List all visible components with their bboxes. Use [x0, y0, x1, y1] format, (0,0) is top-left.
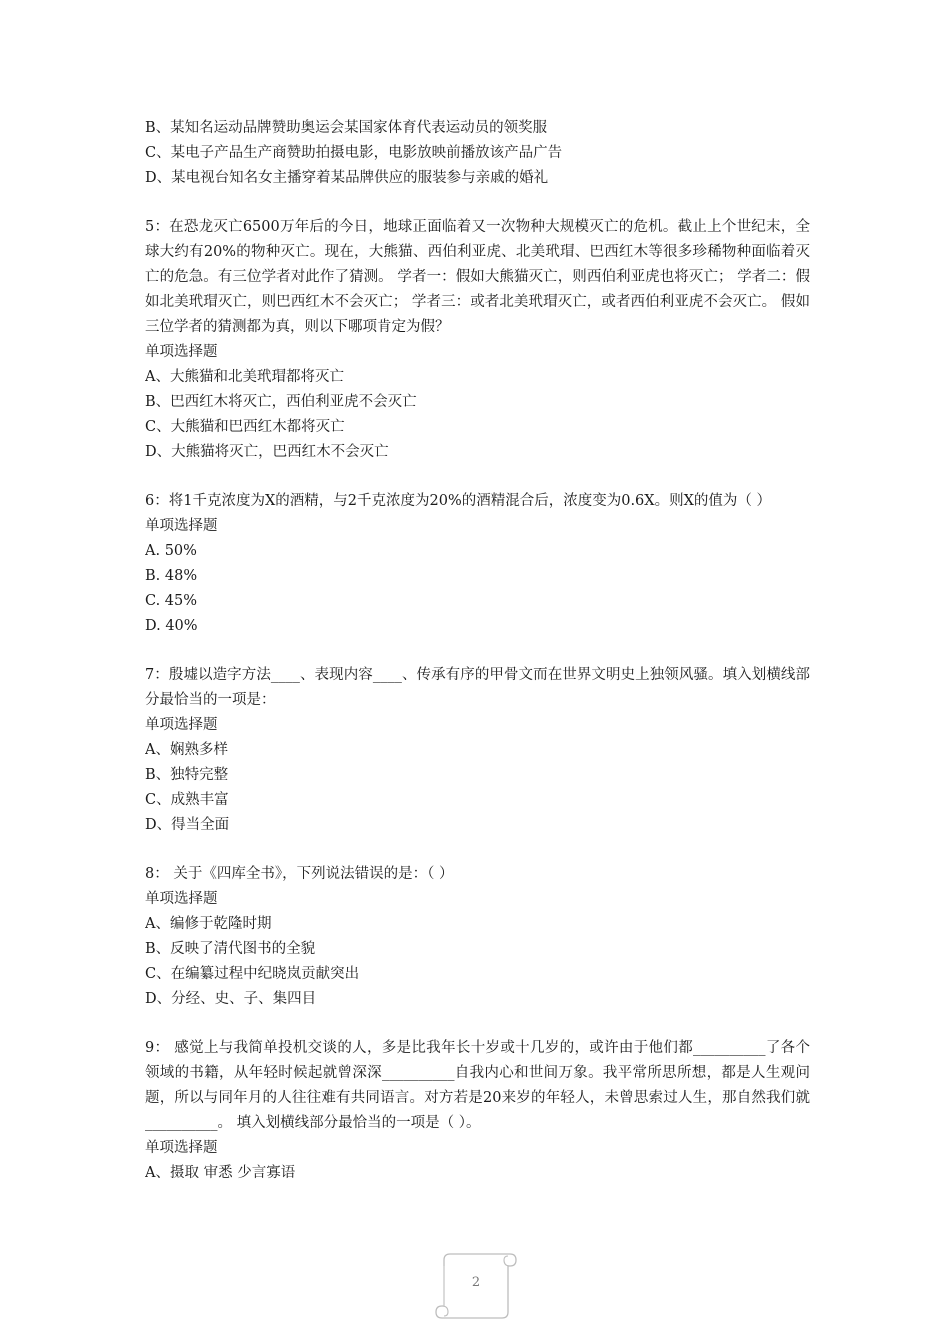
question-6 [145, 489, 810, 639]
option-a[interactable]: A、大熊猫和北美玳瑁都将灭亡 [145, 369, 344, 385]
question-5 [145, 215, 810, 465]
option-a[interactable]: A、摄取 审悉 少言寡语 [145, 1165, 296, 1181]
option-d[interactable]: D、某电视台知名女主播穿着某品牌供应的服装参与亲戚的婚礼 [145, 170, 549, 186]
option-d[interactable]: D、大熊猫将灭亡，巴西红木不会灭亡 [145, 444, 389, 460]
option-c[interactable]: C、成熟丰富 [145, 792, 229, 808]
option-b[interactable]: B、独特完整 [145, 767, 229, 783]
document-page [145, 116, 810, 1186]
option-a[interactable]: A. 50% [145, 543, 197, 559]
question-type: 单项选择题 [145, 1140, 218, 1156]
option-b[interactable]: B、反映了清代图书的全貌 [145, 941, 316, 957]
page-number: 2 [471, 1275, 481, 1290]
page-number-scroll [430, 1252, 522, 1322]
option-d[interactable]: D. 40% [145, 618, 198, 634]
question-stem: 6：将1千克浓度为X的酒精，与2千克浓度为20%的酒精混合后，浓度变为0.6X。则X的值为（ ） [145, 493, 772, 509]
option-c[interactable]: C、某电子产品生产商赞助拍摄电影，电影放映前播放该产品广告 [145, 145, 563, 161]
option-a[interactable]: A、娴熟多样 [145, 742, 228, 758]
option-b[interactable]: B. 48% [145, 568, 198, 584]
question-stem: 8： 关于《四库全书》，下列说法错误的是：（ ） [145, 866, 454, 882]
question-4-options [145, 116, 810, 191]
option-b[interactable]: B、巴西红木将灭亡，西伯利亚虎不会灭亡 [145, 394, 417, 410]
question-type: 单项选择题 [145, 717, 218, 733]
option-c[interactable]: C、在编纂过程中纪晓岚贡献突出 [145, 966, 360, 982]
question-stem: 7：殷墟以造字方法____、表现内容____、传承有序的甲骨文而在世界文明史上独领风骚。填入划横线部分最恰当的一项是： [145, 667, 810, 708]
question-type: 单项选择题 [145, 891, 218, 907]
option-c[interactable]: C、大熊猫和巴西红木都将灭亡 [145, 419, 345, 435]
option-d[interactable]: D、得当全面 [145, 817, 230, 833]
option-b[interactable]: B、某知名运动品牌赞助奥运会某国家体育代表运动员的领奖服 [145, 120, 548, 136]
option-d[interactable]: D、分经、史、子、集四目 [145, 991, 317, 1007]
option-a[interactable]: A、编修于乾隆时期 [145, 916, 272, 932]
question-9 [145, 1036, 810, 1186]
question-8 [145, 862, 810, 1012]
question-stem: 9： 感觉上与我简单投机交谈的人，多是比我年长十岁或十几岁的，或许由于他们都__________了各个领域的书籍，从年轻时候起就曾深深__________自我内心和世间万象。我平常所思所想，都是人生观问题，所以与同年月的人往往难有共同语言。对方若是20来岁的年轻人，未曾思索过人生，那自然我们就__________。 填入划横线部分最恰当的一项是（ ）。 [145, 1040, 810, 1131]
question-type: 单项选择题 [145, 344, 218, 360]
option-c[interactable]: C. 45% [145, 593, 198, 609]
question-type: 单项选择题 [145, 518, 218, 534]
question-stem: 5：在恐龙灭亡6500万年后的今日，地球正面临着又一次物种大规模灭亡的危机。截止上个世纪末，全球大约有20%的物种灭亡。现在，大熊猫、西伯利亚虎、北美玳瑁、巴西红木等很多珍稀物种面临着灭亡的危急。有三位学者对此作了猜测。 学者一：假如大熊猫灭亡，则西伯利亚虎也将灭亡； 学者二：假如北美玳瑁灭亡，则巴西红木不会灭亡； 学者三：或者北美玳瑁灭亡，或者西伯利亚虎不会灭亡。 假如三位学者的猜测都为真，则以下哪项肯定为假？ [145, 219, 810, 335]
question-7 [145, 663, 810, 838]
